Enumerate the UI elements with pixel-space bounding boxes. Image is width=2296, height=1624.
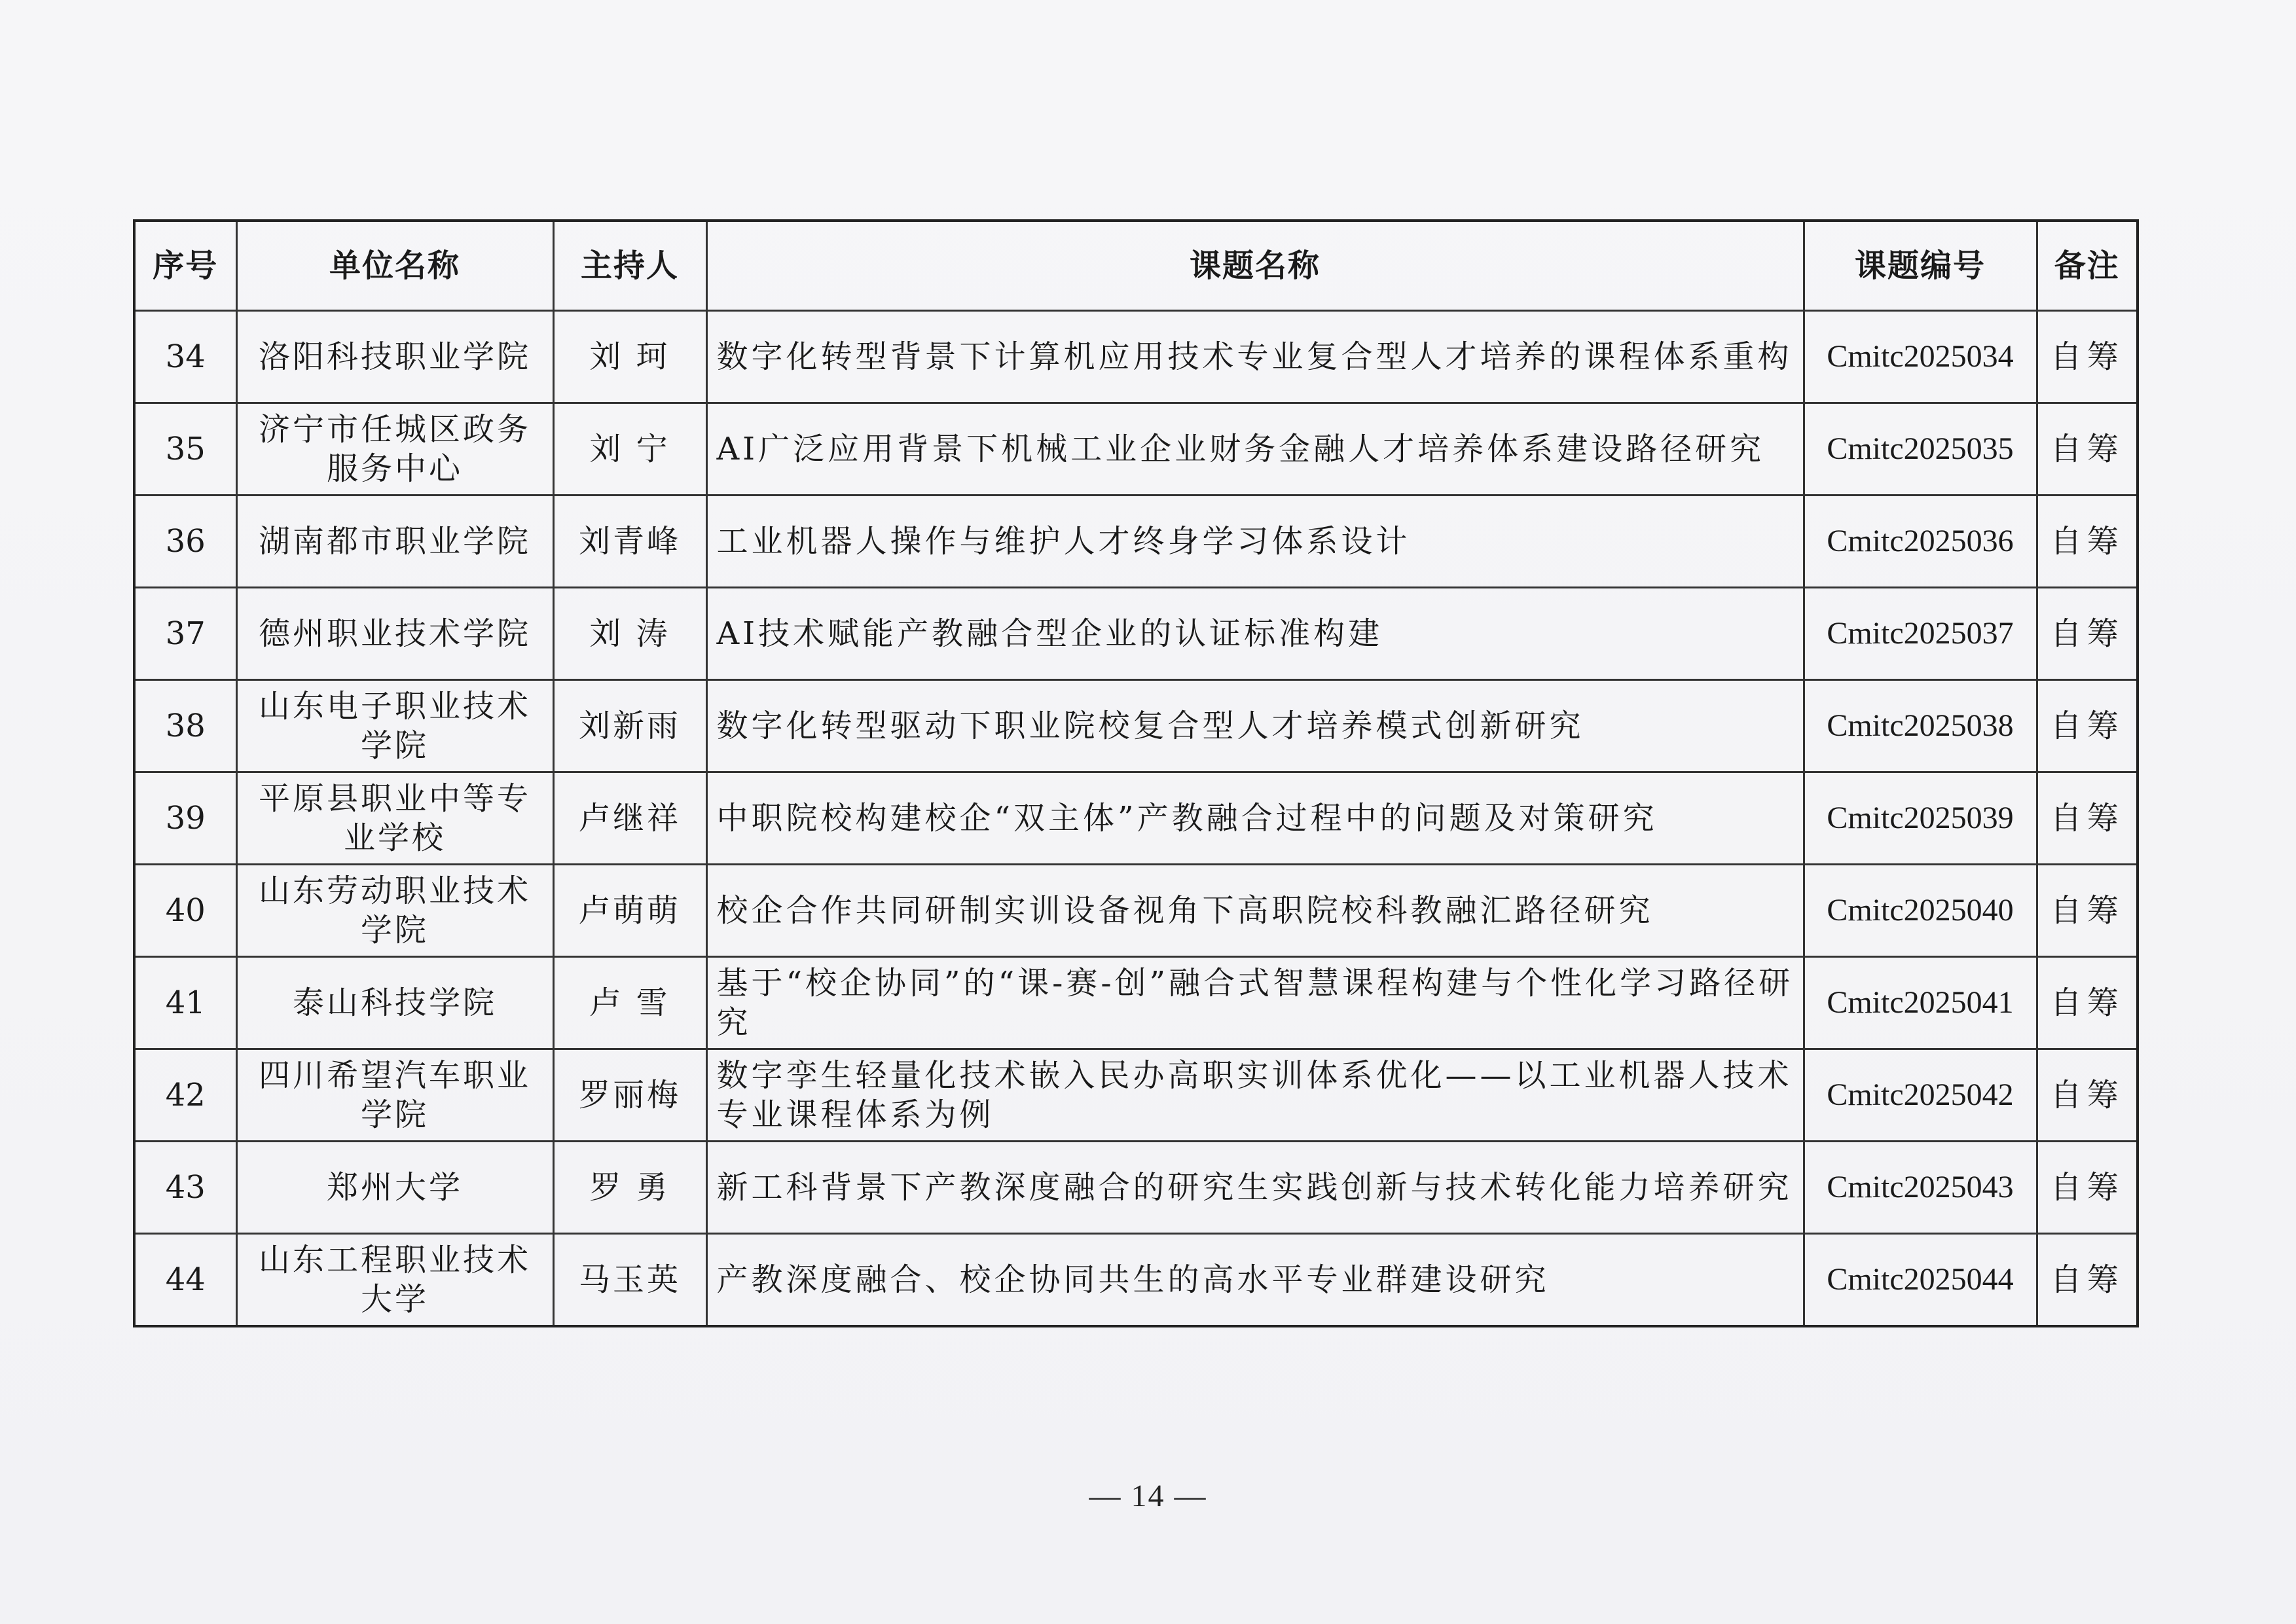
table-row	[134, 311, 2138, 403]
cell-title: 新工科背景下产教深度融合的研究生实践创新与技术转化能力培养研究	[706, 1142, 1804, 1234]
cell-unit: 泰山科技学院	[236, 957, 553, 1049]
cell-unit: 四川希望汽车职业学院	[236, 1049, 553, 1142]
table-row	[134, 1234, 2138, 1326]
cell-seq: 43	[134, 1142, 236, 1234]
header-host: 主持人	[553, 221, 706, 311]
cell-code: Cmitc2025042	[1804, 1049, 2037, 1142]
table-row	[134, 680, 2138, 772]
cell-note: 自筹	[2037, 311, 2138, 403]
cell-host: 刘青峰	[553, 496, 706, 588]
cell-host: 刘 珂	[553, 311, 706, 403]
cell-title: 产教深度融合、校企协同共生的高水平专业群建设研究	[706, 1234, 1804, 1326]
cell-title: 校企合作共同研制实训设备视角下高职院校科教融汇路径研究	[706, 865, 1804, 957]
cell-seq: 39	[134, 772, 236, 865]
cell-host: 卢萌萌	[553, 865, 706, 957]
cell-note: 自筹	[2037, 957, 2138, 1049]
table-row	[134, 957, 2138, 1049]
cell-title: 数字孪生轻量化技术嵌入民办高职实训体系优化——以工业机器人技术专业课程体系为例	[706, 1049, 1804, 1142]
header-note: 备注	[2037, 221, 2138, 311]
cell-code: Cmitc2025034	[1804, 311, 2037, 403]
table-row	[134, 1049, 2138, 1142]
cell-seq: 41	[134, 957, 236, 1049]
cell-unit: 山东工程职业技术大学	[236, 1234, 553, 1326]
cell-seq: 44	[134, 1234, 236, 1326]
cell-unit: 济宁市任城区政务服务中心	[236, 403, 553, 496]
cell-host: 刘 涛	[553, 588, 706, 680]
cell-title: 数字化转型驱动下职业院校复合型人才培养模式创新研究	[706, 680, 1804, 772]
table-row	[134, 1142, 2138, 1234]
cell-seq: 42	[134, 1049, 236, 1142]
cell-title: 中职院校构建校企“双主体”产教融合过程中的问题及对策研究	[706, 772, 1804, 865]
project-table	[133, 219, 2139, 1327]
cell-note: 自筹	[2037, 772, 2138, 865]
cell-code: Cmitc2025036	[1804, 496, 2037, 588]
cell-host: 卢继祥	[553, 772, 706, 865]
cell-note: 自筹	[2037, 1049, 2138, 1142]
cell-note: 自筹	[2037, 1142, 2138, 1234]
cell-host: 卢 雪	[553, 957, 706, 1049]
cell-title: AI技术赋能产教融合型企业的认证标准构建	[706, 588, 1804, 680]
cell-note: 自筹	[2037, 496, 2138, 588]
cell-title: 工业机器人操作与维护人才终身学习体系设计	[706, 496, 1804, 588]
cell-title: AI广泛应用背景下机械工业企业财务金融人才培养体系建设路径研究	[706, 403, 1804, 496]
table-row	[134, 588, 2138, 680]
cell-seq: 37	[134, 588, 236, 680]
cell-seq: 40	[134, 865, 236, 957]
cell-code: Cmitc2025044	[1804, 1234, 2037, 1326]
cell-code: Cmitc2025041	[1804, 957, 2037, 1049]
cell-code: Cmitc2025040	[1804, 865, 2037, 957]
page-number: — 14 —	[1089, 1479, 1207, 1513]
cell-unit: 德州职业技术学院	[236, 588, 553, 680]
cell-seq: 36	[134, 496, 236, 588]
cell-unit: 山东电子职业技术学院	[236, 680, 553, 772]
cell-note: 自筹	[2037, 865, 2138, 957]
cell-note: 自筹	[2037, 680, 2138, 772]
cell-note: 自筹	[2037, 1234, 2138, 1326]
table-row	[134, 403, 2138, 496]
cell-unit: 山东劳动职业技术学院	[236, 865, 553, 957]
cell-title: 数字化转型背景下计算机应用技术专业复合型人才培养的课程体系重构	[706, 311, 1804, 403]
cell-code: Cmitc2025038	[1804, 680, 2037, 772]
table-row	[134, 865, 2138, 957]
header-title: 课题名称	[706, 221, 1804, 311]
cell-seq: 38	[134, 680, 236, 772]
cell-unit: 平原县职业中等专业学校	[236, 772, 553, 865]
cell-host: 刘新雨	[553, 680, 706, 772]
table-header-row	[134, 221, 2138, 311]
table-row	[134, 772, 2138, 865]
cell-note: 自筹	[2037, 403, 2138, 496]
cell-code: Cmitc2025039	[1804, 772, 2037, 865]
header-unit: 单位名称	[236, 221, 553, 311]
cell-title: 基于“校企协同”的“课-赛-创”融合式智慧课程构建与个性化学习路径研究	[706, 957, 1804, 1049]
cell-seq: 34	[134, 311, 236, 403]
cell-code: Cmitc2025043	[1804, 1142, 2037, 1234]
table-row	[134, 496, 2138, 588]
cell-code: Cmitc2025035	[1804, 403, 2037, 496]
cell-host: 罗丽梅	[553, 1049, 706, 1142]
cell-unit: 湖南都市职业学院	[236, 496, 553, 588]
cell-unit: 郑州大学	[236, 1142, 553, 1234]
cell-host: 马玉英	[553, 1234, 706, 1326]
header-code: 课题编号	[1804, 221, 2037, 311]
cell-host: 刘 宁	[553, 403, 706, 496]
cell-host: 罗 勇	[553, 1142, 706, 1234]
cell-note: 自筹	[2037, 588, 2138, 680]
cell-unit: 洛阳科技职业学院	[236, 311, 553, 403]
header-seq: 序号	[134, 221, 236, 311]
cell-code: Cmitc2025037	[1804, 588, 2037, 680]
cell-seq: 35	[134, 403, 236, 496]
